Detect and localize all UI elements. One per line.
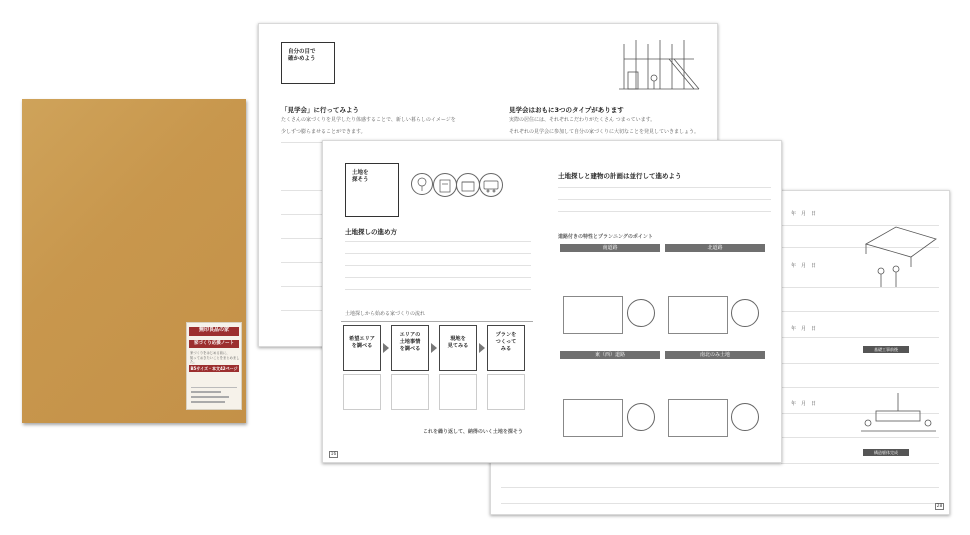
flow-note [343, 374, 381, 410]
flow-note [439, 374, 477, 410]
train-icon [479, 173, 503, 197]
notebook-title: 家づくり応援ノート [189, 340, 239, 348]
middle-right-heading: 土地探しと建物の計画は並行して進めよう [558, 172, 682, 180]
page-number: 16 [330, 452, 337, 457]
direction-north: 北道路 [665, 244, 765, 252]
site-plan-north [668, 296, 728, 334]
flow-step-3: 現地を 見てみる [439, 325, 477, 371]
note-bubble-icon [731, 299, 759, 327]
notebook-brand: 無印良品の家 [189, 327, 239, 336]
rule-line [501, 487, 939, 488]
back-title-box: 自分の目で 確かめよう [281, 42, 335, 84]
label-fineprint [191, 401, 225, 403]
middle-title-box: 土地を 探そう [345, 163, 399, 217]
flow-step-2: エリアの 土地事情 を調べる [391, 325, 429, 371]
rule-line [345, 277, 531, 278]
flow-divider [341, 321, 533, 322]
flow-note [391, 374, 429, 410]
notebook-spec: B5サイズ・本文42ページ [190, 366, 238, 371]
rule-line [781, 363, 939, 364]
rule-line [501, 503, 939, 504]
rule-line [345, 253, 531, 254]
site-plan-both [668, 399, 728, 437]
rule-line [558, 187, 771, 188]
house-sketch-icon [614, 34, 704, 106]
crane-illustration-icon [856, 391, 941, 446]
date-label: 年 月 日 [791, 401, 817, 407]
site-plan-east [563, 399, 623, 437]
tree-icon [411, 173, 433, 195]
rule-line [781, 337, 939, 338]
sheet-middle [322, 140, 782, 463]
direction-south: 南道路 [560, 244, 660, 252]
point-title: 道路付きの特性とプランニングのポイント [558, 234, 653, 240]
rule-line [781, 311, 939, 312]
flow-arrow-icon [479, 343, 485, 353]
flow-arrow-icon [383, 343, 389, 353]
back-left-line: 少しずつ膨らませることができます。 [281, 129, 366, 135]
notebook-label [186, 322, 242, 410]
store-icon [456, 173, 480, 197]
note-bubble-icon [627, 299, 655, 327]
construction-illustration-icon [856, 219, 941, 289]
date-label: 年 月 日 [791, 263, 817, 269]
note-bubble-icon [731, 403, 759, 431]
direction-north-south: 南北のみ土地 [665, 351, 765, 359]
notebook-desc-1: 家づくりをはじめる前に、 [190, 351, 230, 355]
direction-east-west: 東（西）道路 [560, 351, 660, 359]
middle-left-heading: 土地探しの進め方 [345, 228, 397, 236]
rule-line [345, 241, 531, 242]
label-fineprint [191, 391, 221, 393]
back-left-heading: 「見学会」に行ってみよう [281, 106, 359, 114]
back-right-line: それぞれの見学会に参加して自分の家づくりに大切なことを発見していきましょう。 [509, 129, 700, 135]
flow-step-4: プランを つくって みる [487, 325, 525, 371]
site-plan-south [563, 296, 623, 334]
rule-line [345, 265, 531, 266]
date-label: 年 月 日 [791, 326, 817, 332]
notebook-desc-2: 知っておきたいことをまとめました。 [190, 356, 240, 364]
rule-line [558, 211, 771, 212]
rule-line [345, 289, 531, 290]
flow-step-1: 希望エリア を調べる [343, 325, 381, 371]
page-number: 28 [936, 504, 943, 509]
label-structure: 構造躯体完成 [863, 449, 909, 456]
rule-line [781, 463, 939, 464]
back-right-heading: 見学会はおもに3つのタイプがあります [509, 106, 624, 114]
back-right-line: 実際の居住には、それぞれこだわりがたくさん つまっています。 [509, 117, 656, 123]
label-fineprint [191, 396, 229, 398]
building-icon [433, 173, 457, 197]
flow-title: 土地探しから始める家づくりの流れ [345, 311, 426, 317]
date-label: 年 月 日 [791, 211, 817, 217]
flow-note [487, 374, 525, 410]
rule-line [781, 387, 939, 388]
flow-arrow-icon [431, 343, 437, 353]
note-bubble-icon [627, 403, 655, 431]
rule-line [558, 199, 771, 200]
back-left-line: たくさんの家づくりを見学したり体感することで、新しい暮らしのイメージを [281, 117, 456, 123]
flow-footer: これを繰り返して、納得のいく土地を探そう [423, 429, 523, 435]
label-divider [191, 387, 237, 388]
label-foundation: 基礎工事前後 [863, 346, 909, 353]
